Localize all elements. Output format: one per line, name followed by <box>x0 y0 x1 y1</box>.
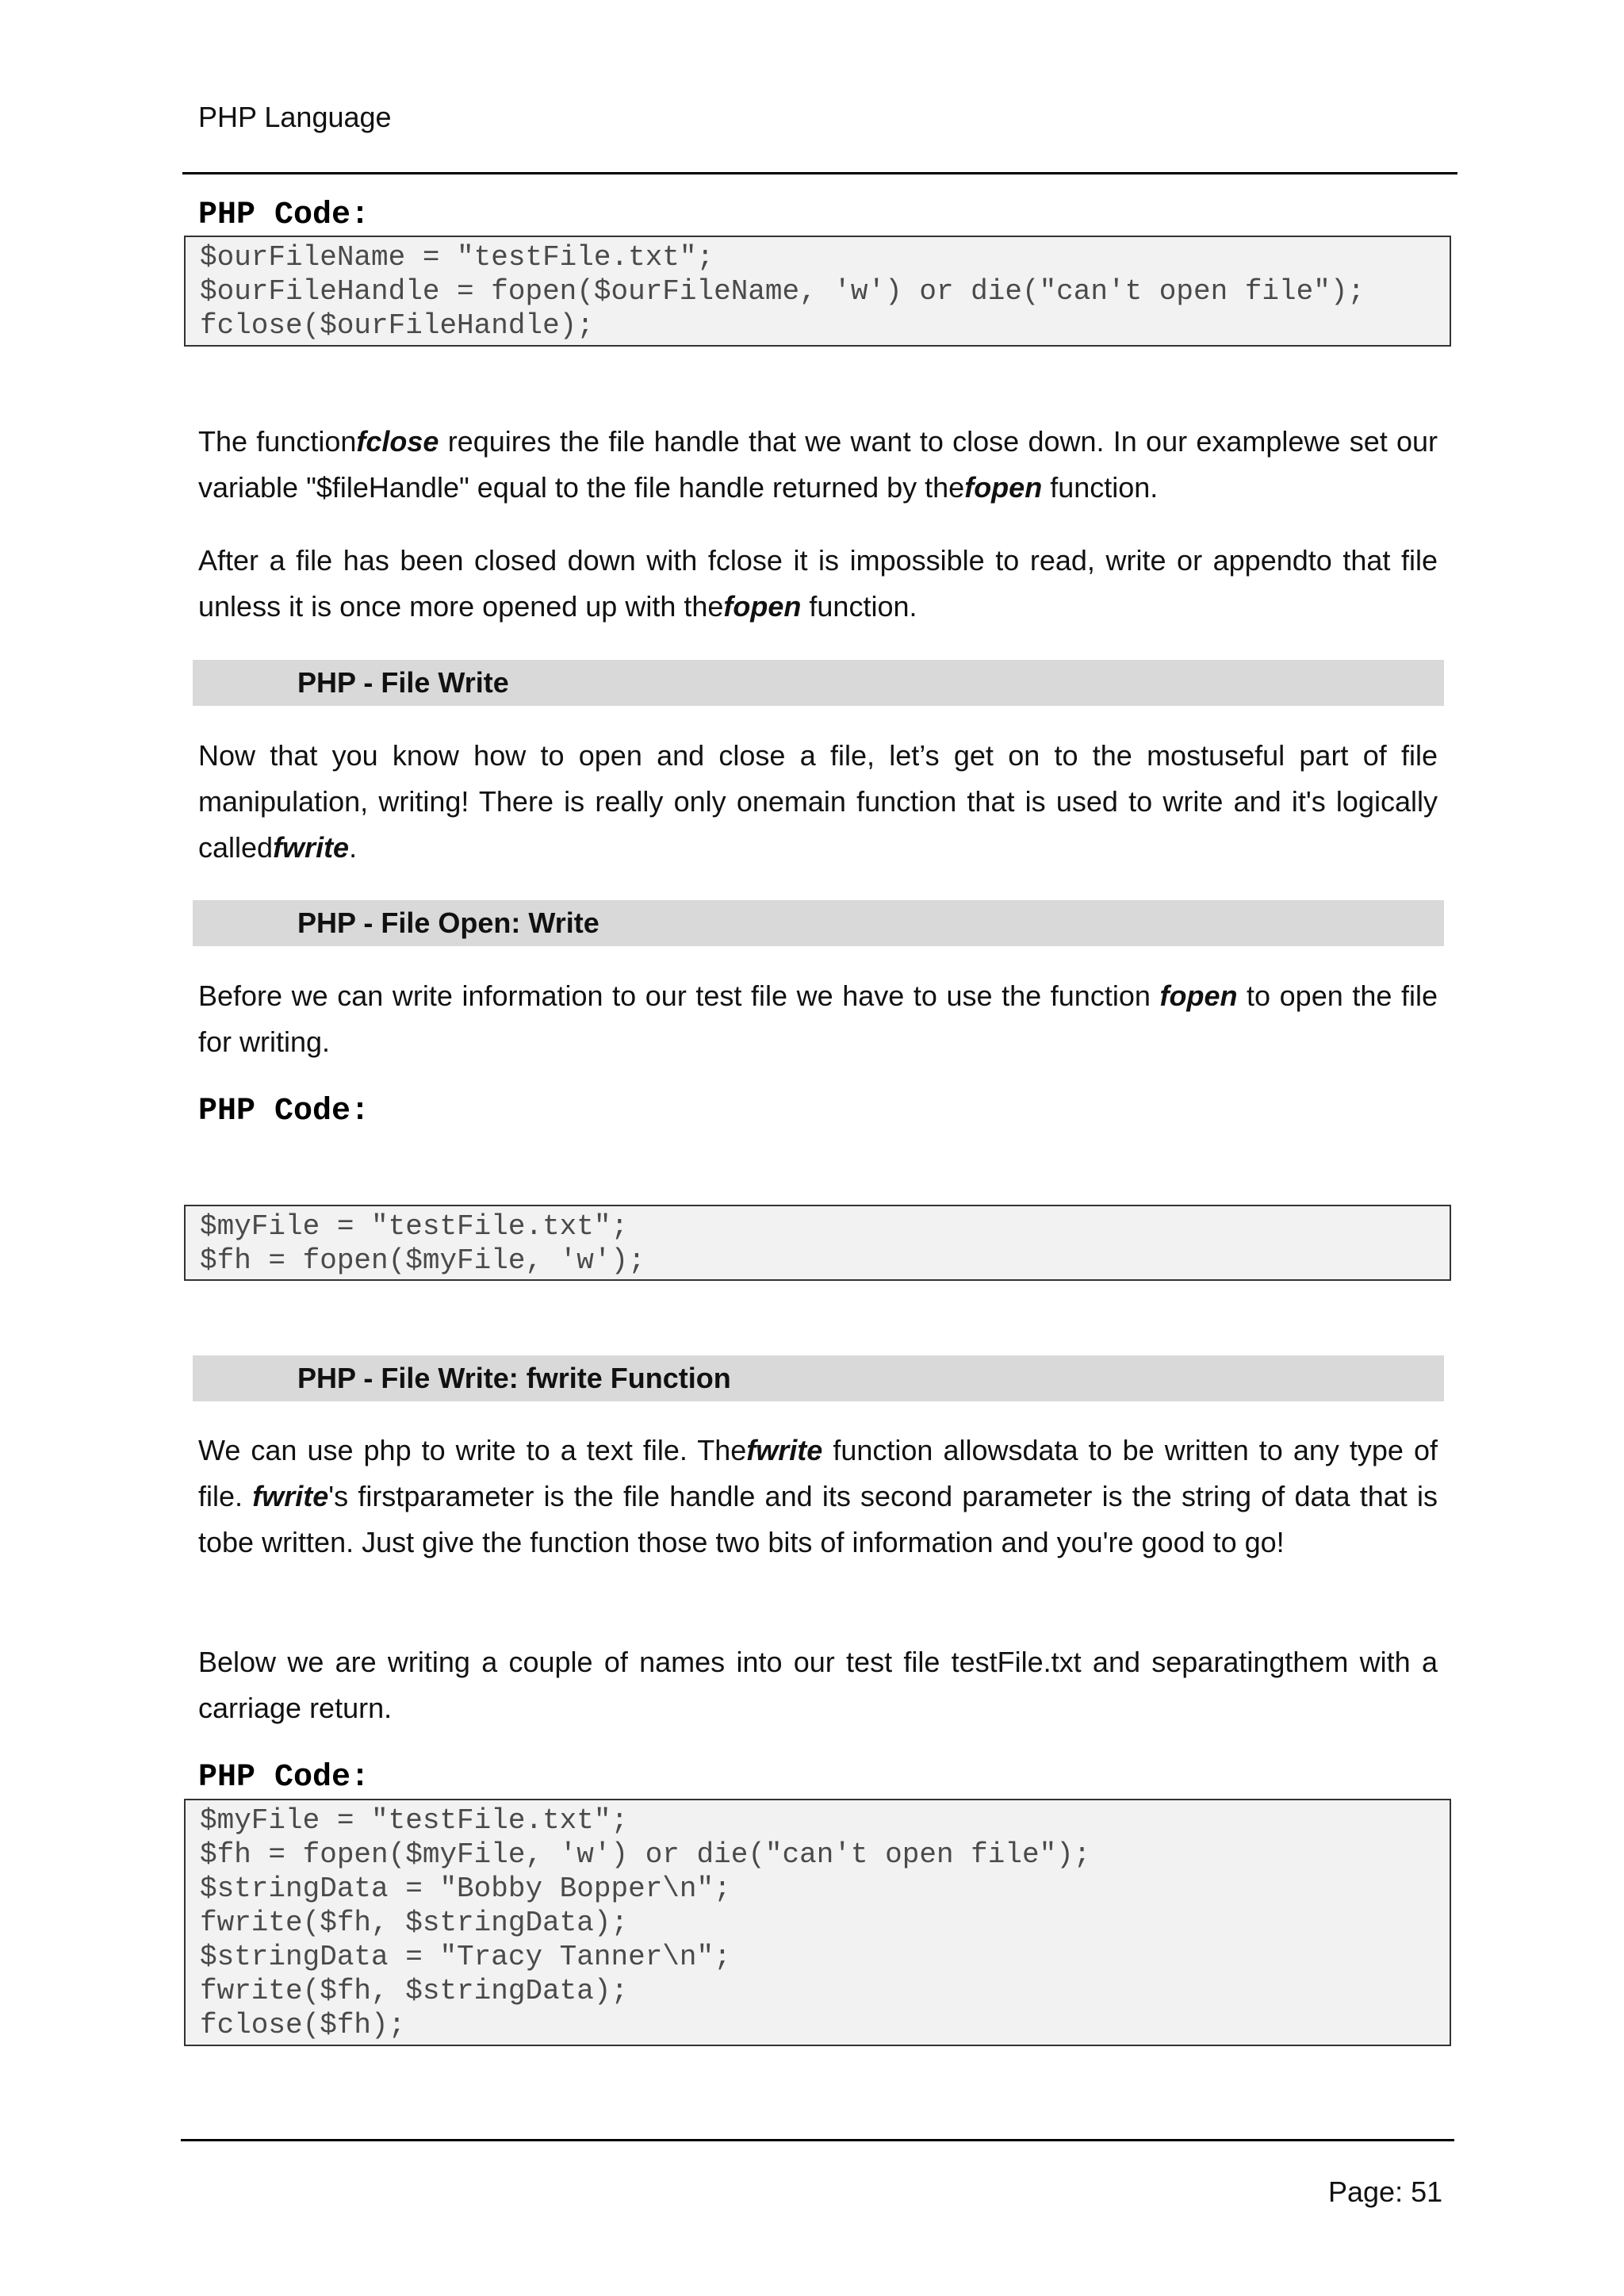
section-heading-file-write: PHP - File Write <box>193 660 1444 706</box>
running-header: PHP Language <box>198 101 392 133</box>
code-line: fwrite($fh, $stringData); <box>200 1975 629 2007</box>
paragraph-fwrite-function: We can use php to write to a text file. Thefwrite function allowsdata to be written to any type of file. fwrite's firstparameter is the file handle and its second parameter is the string of data that is tobe written. Just give the function those two bits of information and you're good to go! <box>198 1434 1438 1558</box>
paragraph-fclose: The functionfclose requires the file handle that we want to close down. In our examplewe set our variable "$fileHandle" equal to the file handle returned by thefopen function. <box>198 425 1438 504</box>
code-line: $fh = fopen($myFile, 'w'); <box>200 1244 645 1277</box>
code-label: PHP Code: <box>198 1760 370 1796</box>
code-label: PHP Code: <box>198 1094 370 1129</box>
code-label: PHP Code: <box>198 197 370 233</box>
footer-rule <box>181 2139 1454 2141</box>
code-line: fclose($fh); <box>200 2009 406 2041</box>
code-block-fwrite <box>184 1799 1451 2046</box>
code-line: $myFile = "testFile.txt"; <box>200 1804 629 1837</box>
code-line: $stringData = "Tracy Tanner\n"; <box>200 1941 731 1973</box>
section-heading-file-open-write: PHP - File Open: Write <box>193 900 1444 946</box>
paragraph-after-close: After a file has been closed down with fclose it is impossible to read, write or appendto that file unless it is once more opened up with thefopen function. <box>198 544 1438 623</box>
code-line: $myFile = "testFile.txt"; <box>200 1210 629 1243</box>
code-line: fclose($ourFileHandle); <box>200 309 594 342</box>
paragraph-file-write: Now that you know how to open and close a file, let’s get on to the mostuseful part of file manipulation, writing! There is really only onemain function that is used to write and it's logically calledfwrite. <box>198 739 1438 864</box>
code-line: fwrite($fh, $stringData); <box>200 1907 629 1939</box>
paragraph-writing-names: Below we are writing a couple of names into our test file testFile.txt and separatingthem with a carriage return. <box>198 1646 1438 1724</box>
paragraph-file-open-write: Before we can write information to our test file we have to use the function fopen to open the file for writing. <box>198 979 1438 1058</box>
code-block-fopen <box>184 1205 1451 1281</box>
header-rule <box>182 172 1457 174</box>
page-number: Page: 51 <box>1328 2175 1443 2208</box>
code-line: $stringData = "Bobby Bopper\n"; <box>200 1872 731 1905</box>
section-heading-fwrite-function: PHP - File Write: fwrite Function <box>193 1355 1444 1401</box>
code-line: $ourFileName = "testFile.txt"; <box>200 241 714 274</box>
code-block-fclose <box>184 236 1451 347</box>
code-line: $ourFileHandle = fopen($ourFileName, 'w') or die("can't open file"); <box>200 275 1365 308</box>
code-line: $fh = fopen($myFile, 'w') or die("can't open file"); <box>200 1838 1091 1871</box>
